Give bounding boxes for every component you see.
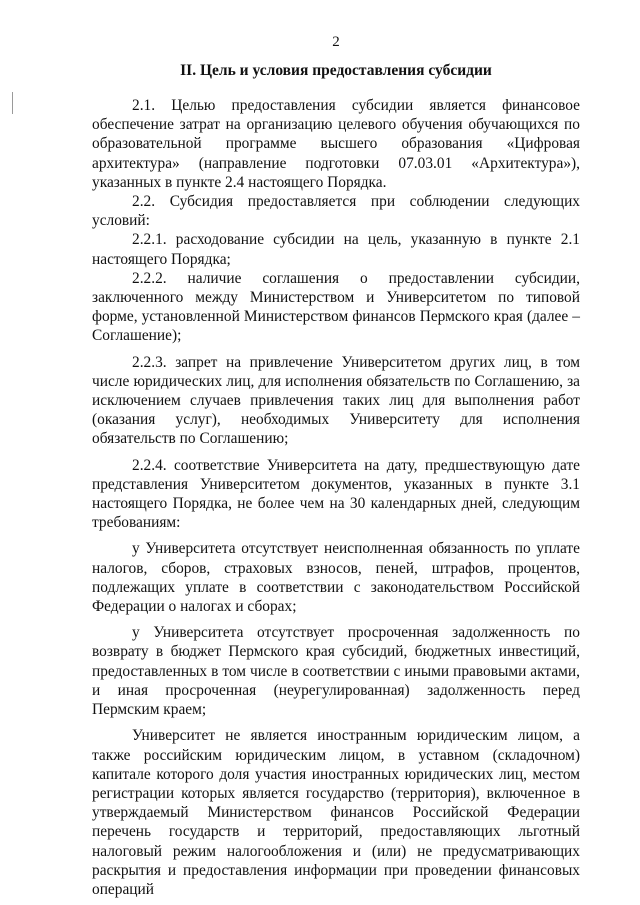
paragraph-2-2: 2.2. Субсидия предоставляется при соблюдении следующих условий:: [92, 193, 580, 230]
section-heading: II. Цель и условия предоставления субсидии: [180, 62, 492, 79]
paragraph-2-2-3: 2.2.3. запрет на привлечение Университетом других лиц, в том числе юридических лиц, для исполнения обязательств по Соглашению, за исключением случаев привлечения таких лиц для выполнения работ (оказания услуг), необходимых Университету для исполнения обязательств по Соглашению;: [92, 353, 580, 448]
page-number: 2: [332, 34, 340, 50]
paragraph-2-2-1: 2.2.1. расходование субсидии на цель, указанную в пункте 2.1 настоящего Порядка;: [92, 231, 580, 268]
margin-scan-mark: [12, 92, 13, 114]
requirement-not-foreign-entity: Университет не является иностранным юридическим лицом, а также российским юридическим лицом, в уставном (складочном) капитале которого доля участия иностранных юридических лиц, местом регистрации которых является государство (территория), включенное в утверждаемый Министерством финансов Российской Федерации перечень государств и территорий, предоставляющих льготный налоговый режим налогообложения и (или) не предусматривающих раскрытия и предоставления информации при проведении финансовых операций: [92, 727, 580, 898]
requirement-no-overdue-debt: у Университета отсутствует просроченная задолженность по возврату в бюджет Пермского края субсидий, бюджетных инвестиций, предоставленных в том числе в соответствии с иными правовыми актами, и иная просроченная (неурегулированная) задолженность перед Пермским краем;: [92, 624, 580, 719]
paragraph-2-1: 2.1. Целью предоставления субсидии является финансовое обеспечение затрат на организацию целевого обучения обучающихся по образовательной программе высшего образования «Цифровая архитектура» (направление подготовки 07.03.01 «Архитектура»), указанных в пункте 2.4 настоящего Порядка.: [92, 97, 580, 191]
document-body: [92, 96, 580, 899]
paragraph-2-2-2: 2.2.2. наличие соглашения о предоставлении субсидии, заключенного между Министерством и Университетом по типовой форме, установленной Министерством финансов Пермского края (далее – Соглашение);: [92, 269, 580, 345]
requirement-no-tax-debt: у Университета отсутствует неисполненная обязанность по уплате налогов, сборов, страховых взносов, пеней, штрафов, процентов, подлежащих уплате в соответствии с законодательством Российской Федерации о налогах и сборах;: [92, 540, 580, 616]
paragraph-2-2-4: 2.2.4. соответствие Университета на дату, предшествующую дате представления Университетом документов, указанных в пункте 3.1 настоящего Порядка, не более чем на 30 календарных дней, следующим требованиям:: [92, 456, 580, 532]
